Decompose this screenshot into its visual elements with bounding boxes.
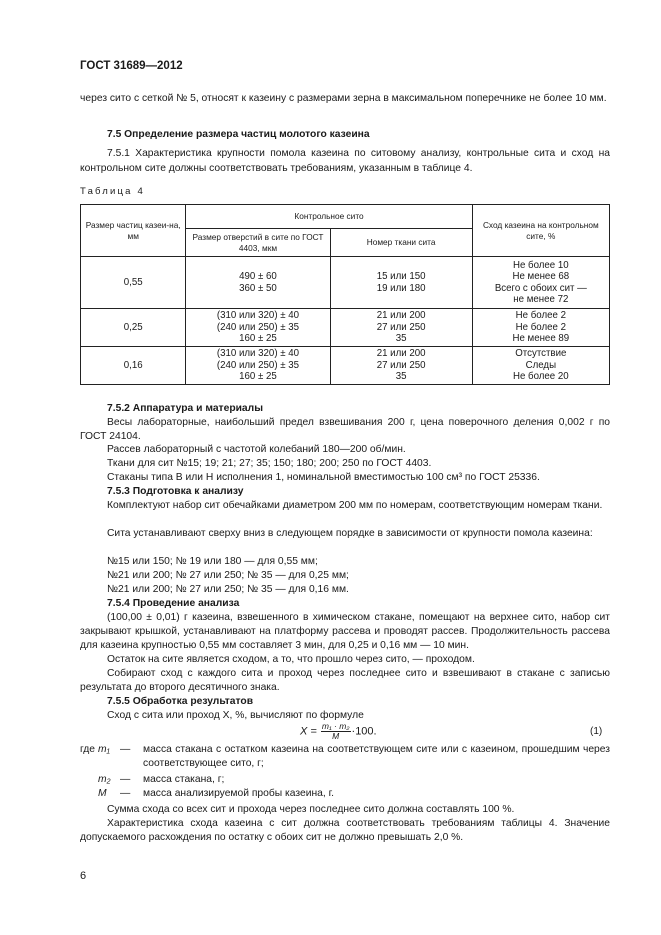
paragraph-sum: Сумма схода со всех сит и прохода через последнее сито должна составлять 100 %. (107, 804, 515, 815)
header-hole-size: Размер отверстий в сите по ГОСТ 4403, мкм (186, 229, 330, 257)
cell-size: 0,16 (81, 347, 186, 385)
symbol-m1: m₁ (98, 744, 110, 755)
table-4-label: Таблица 4 (80, 186, 145, 197)
definition-m2: масса стакана, г; (143, 774, 225, 785)
section-7-5-5-title: 7.5.5 Обработка результатов (107, 696, 254, 707)
intro-paragraph: через сито с сеткой № 5, относят к казеину с размерами зерна в максимальном поперечнике не более 10 мм. (80, 93, 607, 104)
paragraph-analysis: (100,00 ± 0,01) г казеина, взвешенного в химическом стакане, помещают на верхнее сито, набор сит закрывают крышкой, устанавливают на платформу рассева и проводят рассев. Продолжительность рассева для казеина крупностью 0,55 мм составляет 3 мин, для 0,25 и 0,16 мм — 10 мин. (80, 612, 610, 651)
cell-holes: (310 или 320) ± 40 (240 или 250) ± 35 160 ± 25 (186, 309, 330, 347)
cell-holes: (310 или 320) ± 40 (240 или 250) ± 35 160 ± 25 (186, 347, 330, 385)
paragraph-formula-intro: Сход с сита или проход X, %, вычисляют по формуле (107, 710, 364, 721)
paragraph-scales: Весы лабораторные, наибольший предел взвешивания 200 г, цена поверочного деления 0,002 г по ГОСТ 24104. (80, 417, 610, 442)
dash: — (120, 788, 131, 799)
header-residue: Сход казеина на контрольном сите, % (472, 205, 609, 257)
table-row (81, 347, 610, 385)
list-item: №15 или 150; № 19 или 180 — для 0,55 мм; (107, 556, 318, 567)
header-control-sieve: Контрольное сито (186, 205, 472, 229)
formula-lhs: X = (300, 725, 317, 738)
page-number: 6 (80, 870, 87, 882)
paragraph-sifter: Рассев лабораторный с частотой колебаний 180—200 об/мин. (107, 444, 406, 455)
symbol-M: M (98, 788, 107, 799)
paragraph-sieve-set: Комплектуют набор сит обечайками диаметром 200 мм по номерам, соответствующим номерам ткани. (107, 500, 603, 511)
formula-fraction (321, 722, 351, 741)
paragraph-weighing: Собирают сход с каждого сита и проход через последнее сито и взвешивают в стакане с записью результата до второго десятичного знака. (80, 668, 610, 693)
paragraph-fabrics: Ткани для сит №15; 19; 21; 27; 35; 150; 180; 200; 250 по ГОСТ 4403. (107, 458, 432, 469)
section-7-5-3-title: 7.5.3 Подготовка к анализу (107, 486, 244, 497)
definition-m1: масса стакана с остатком казеина на соответствующем сите или с казеином, прошедшим через соответствующее сито, г; (143, 744, 610, 769)
dash: — (120, 774, 131, 785)
formula-rhs: ·100. (351, 725, 377, 738)
cell-holes: 490 ± 60 360 ± 50 (186, 257, 330, 309)
header-particle-size: Размер частиц казеи-на, мм (81, 205, 186, 257)
paragraph-beakers: Стаканы типа В или Н исполнения 1, номинальной вместимостью 100 см³ по ГОСТ 25336. (107, 472, 540, 483)
formula-numerator: m₁ · m₂ (321, 721, 350, 731)
list-item: №21 или 200; № 27 или 250; № 35 — для 0,16 мм. (107, 584, 349, 595)
table-4 (80, 204, 610, 385)
definition-M: масса анализируемой пробы казеина, г. (143, 788, 334, 799)
section-7-5-4-title: 7.5.4 Проведение анализа (107, 598, 240, 609)
cell-size: 0,25 (81, 309, 186, 347)
equation-number: (1) (590, 726, 603, 737)
header-fabric-number: Номер ткани сита (330, 229, 472, 257)
cell-fabric: 21 или 200 27 или 250 35 (330, 347, 472, 385)
cell-fabric: 15 или 150 19 или 180 (330, 257, 472, 309)
cell-fabric: 21 или 200 27 или 250 35 (330, 309, 472, 347)
paragraph-tolerance: Характеристика схода казеина с сит должна соответствовать требованиям таблицы 4. Значение допускаемого расхождения по остатку с обоих сит не должно превышать 2,0 %. (80, 818, 610, 843)
table-row (81, 309, 610, 347)
table-row (81, 257, 610, 309)
paragraph-7-5-1: 7.5.1 Характеристика крупности помола казеина по ситовому анализу, контрольные сита и сход на контрольном сите должны соответствовать требованиям, указанным в таблице 4. (80, 148, 610, 174)
cell-residue: Отсутствие Следы Не более 20 (472, 347, 609, 385)
paragraph-sieve-order: Сита устанавливают сверху вниз в следующем порядке в зависимости от крупности помола казеина: (107, 528, 593, 539)
document-header: ГОСТ 31689—2012 (80, 60, 183, 72)
dash: — (120, 744, 131, 755)
symbol-m2: m₂ (98, 774, 111, 785)
where-intro: где (80, 744, 96, 755)
list-item: №21 или 200; № 27 или 250; № 35 — для 0,25 мм; (107, 570, 349, 581)
formula-1 (300, 722, 377, 741)
paragraph-residue-definition: Остаток на сите является сходом, а то, что прошло через сито, — проходом. (107, 654, 475, 665)
cell-residue: Не более 2 Не более 2 Не менее 89 (472, 309, 609, 347)
formula-denominator: M (332, 731, 340, 741)
cell-size: 0,55 (81, 257, 186, 309)
section-7-5-title: 7.5 Определение размера частиц молотого казеина (107, 129, 370, 140)
cell-residue: Не более 10 Не менее 68 Всего с обоих сит — не менее 72 (472, 257, 609, 309)
section-7-5-2-title: 7.5.2 Аппаратура и материалы (107, 403, 263, 414)
